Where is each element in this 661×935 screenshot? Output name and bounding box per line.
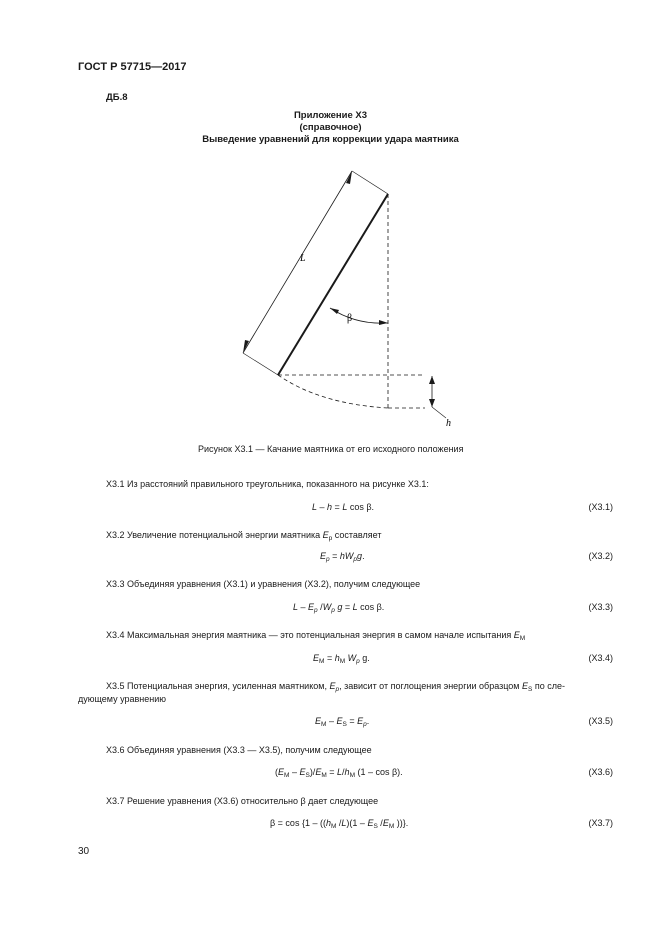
appendix-title: Приложение Х3 [293,110,368,121]
length-extension-top [352,171,388,194]
equation-x3-6: $(E_M - E_S)/E_M = L/h_M$ (1 – cos β). [275,767,403,779]
equation-x3-3: L – $E_p$ $/W_p$ g = L cos β. [293,602,385,614]
pendulum-arm [278,194,388,375]
length-arrow-bottom [243,340,249,353]
height-arrow-bottom [429,399,435,407]
length-label: L [300,253,306,264]
height-label: h [446,418,451,429]
equation-number-x3-2: (Х3.2) [588,551,613,561]
paragraph-x3-4: Х3.4 Максимальная энергия маятника — это потенциальная энергия в самом начале испытания $E_M$ [106,630,526,642]
figure-caption: Рисунок Х3.1 — Качание маятника от его исходного положения [198,444,464,454]
paragraph-x3-5: Х3.5 Потенциальная энергия, усиленная маятником, $E_p$, зависит от поглощения энергии образцом $E_S$ по сле- [106,681,565,693]
standard-number: ГОСТ Р 57715—2017 [78,61,187,73]
paragraph-x3-2: Х3.2 Увеличение потенциальной энергии маятника $E_p$ составляет [106,530,382,542]
equation-number-x3-7: (Х3.7) [588,818,613,828]
equation-x3-5: $E_M - E_S = E_p$. [315,716,370,728]
appendix-status: (справочное) [299,122,362,133]
length-extension-bottom [243,353,278,375]
equation-x3-1: L – h = L cos β. [312,502,375,512]
paragraph-x3-7: Х3.7 Решение уравнения (Х3.6) относительно β дает следующее [106,796,379,806]
equation-number-x3-5: (Х3.5) [588,716,613,726]
paragraph-x3-5-continuation: дующему уравнению [78,694,167,704]
equation-x3-4: $E_M = h_M$ $W_p$ g. [313,653,370,665]
length-arrow-top [346,171,352,184]
section-label: ДБ.8 [106,92,128,103]
beta-label: β [347,313,353,324]
height-arrow-top [429,376,435,384]
paragraph-x3-3: Х3.3 Объединяя уравнения (Х3.1) и уравнения (Х3.2), получим следующее [106,579,421,589]
length-dimension-line [243,171,352,353]
paragraph-x3-1: Х3.1 Из расстояний правильного треугольника, показанного на рисунке Х3.1: [106,479,429,489]
paragraph-x3-6: Х3.6 Объединяя уравнения (Х3.3 — Х3.5), получим следующее [106,745,372,755]
appendix-subtitle: Выведение уравнений для коррекции удара маятника [202,134,459,145]
swing-arc [278,375,388,408]
equation-x3-2: $E_p = hW_pg$. [320,551,365,563]
equation-number-x3-6: (Х3.6) [588,767,613,777]
equation-number-x3-1: (Х3.1) [588,502,613,512]
equation-number-x3-3: (Х3.3) [588,602,613,612]
page-number: 30 [78,846,90,857]
equation-x3-7: $\beta = \cos \{1 - ((h_M$ $/L)(1 - E_S$ $/E_M$ ))}. [270,818,409,830]
beta-arrow-right [379,320,388,325]
equation-number-x3-4: (Х3.4) [588,653,613,663]
beta-arrow-left [330,308,339,314]
height-leader [432,407,446,418]
